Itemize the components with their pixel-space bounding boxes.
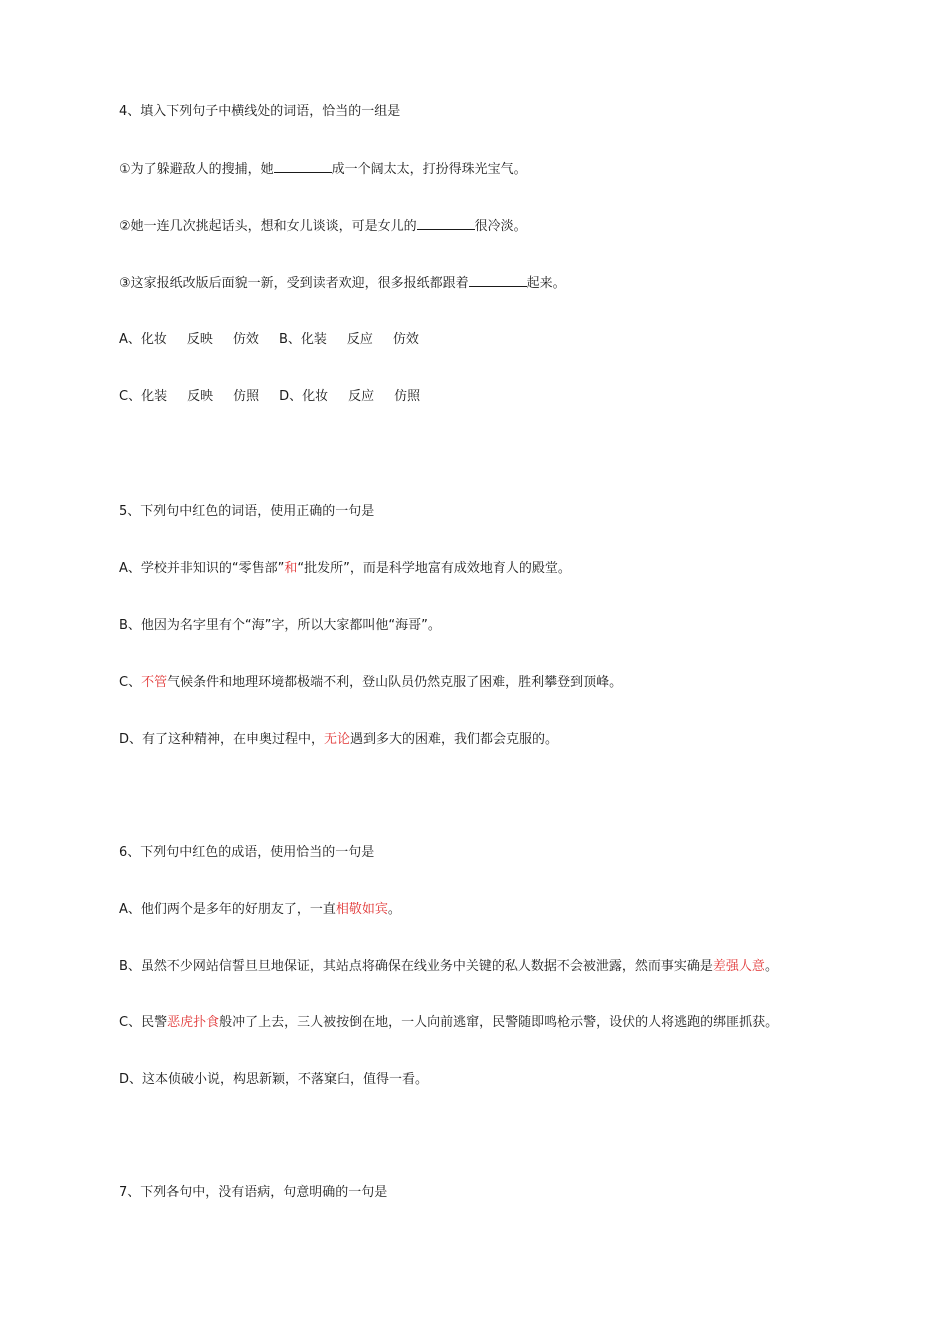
- q5-option-d: D、有了这种精神，在申奥过程中，无论遇到多大的困难，我们都会克服的。: [119, 732, 559, 747]
- answer-blank: [274, 160, 332, 173]
- answer-blank: [469, 274, 527, 287]
- q6-option-a: A、他们两个是多年的好朋友了，一直相敬如宾。: [119, 902, 401, 917]
- q4-option-d-word2: 反应: [348, 389, 375, 404]
- q6-option-b: B、虽然不少网站信誓旦旦地保证，其站点将确保在线业务中关键的私人数据不会被泄露，然而事实确是差强人意。: [119, 959, 778, 974]
- q6-option-c: C、民警恶虎扑食般冲了上去，三人被按倒在地，一人向前逃窜，民警随即鸣枪示警，设伏的人将逃跑的绑匪抓获。: [119, 1015, 779, 1030]
- q6-option-d: D、这本侦破小说，构思新颖，不落窠臼，值得一看。: [119, 1072, 429, 1087]
- highlighted-word: 无论: [324, 732, 351, 747]
- q4-option-b-word2: 反应: [346, 332, 373, 347]
- q5-option-a: A、学校并非知识的“零售部”和“批发所”，而是科学地富有成效地育人的殿堂。: [119, 561, 571, 576]
- q4-sentence-1: ①为了躲避敌人的搜捕，她 成一个阔太太，打扮得珠光宝气。: [119, 162, 527, 177]
- q5-option-c: C、不管气候条件和地理环境都极端不利，登山队员仍然克服了困难，胜利攀登到顶峰。: [119, 675, 623, 690]
- q4-option-a-word2: 反映: [186, 332, 213, 347]
- highlighted-word: 和: [284, 561, 298, 576]
- answer-blank: [417, 217, 475, 230]
- q4-sentence-3: ③这家报纸改版后面貌一新，受到读者欢迎，很多报纸都跟着 起来。: [119, 276, 566, 291]
- highlighted-idiom: 恶虎扑食: [167, 1015, 220, 1030]
- q4-option-c-word2: 反映: [187, 389, 214, 404]
- q7-stem: 7、下列各句中，没有语病，句意明确的一句是: [119, 1185, 388, 1200]
- q4-option-a: A、化妆: [119, 332, 167, 347]
- q4-option-c: C、化装: [119, 389, 168, 404]
- highlighted-idiom: 相敬如宾: [335, 902, 388, 917]
- q4-option-c-word3: 仿照: [233, 389, 260, 404]
- q4-option-a-word3: 仿效: [232, 332, 259, 347]
- q5-stem: 5、下列句中红色的词语，使用正确的一句是: [119, 504, 375, 519]
- q4-options-ab: [119, 331, 419, 349]
- q4-option-d: D、化妆: [279, 389, 329, 404]
- q6-stem: 6、下列句中红色的成语，使用恰当的一句是: [119, 845, 375, 860]
- q4-stem: 4、填入下列句子中横线处的词语，恰当的一组是: [119, 104, 401, 119]
- q5-option-b: B、他因为名字里有个“海”字，所以大家都叫他“海哥”。: [119, 618, 441, 633]
- q4-option-b: B、化装: [278, 332, 327, 347]
- highlighted-idiom: 差强人意: [712, 959, 765, 974]
- highlighted-word: 不管: [141, 675, 168, 690]
- q4-option-d-word3: 仿照: [394, 389, 421, 404]
- q4-option-b-word3: 仿效: [392, 332, 419, 347]
- q4-sentence-2: ②她一连几次挑起话头，想和女儿谈谈，可是女儿的 很冷淡。: [119, 219, 527, 234]
- q4-options-cd: [119, 388, 420, 406]
